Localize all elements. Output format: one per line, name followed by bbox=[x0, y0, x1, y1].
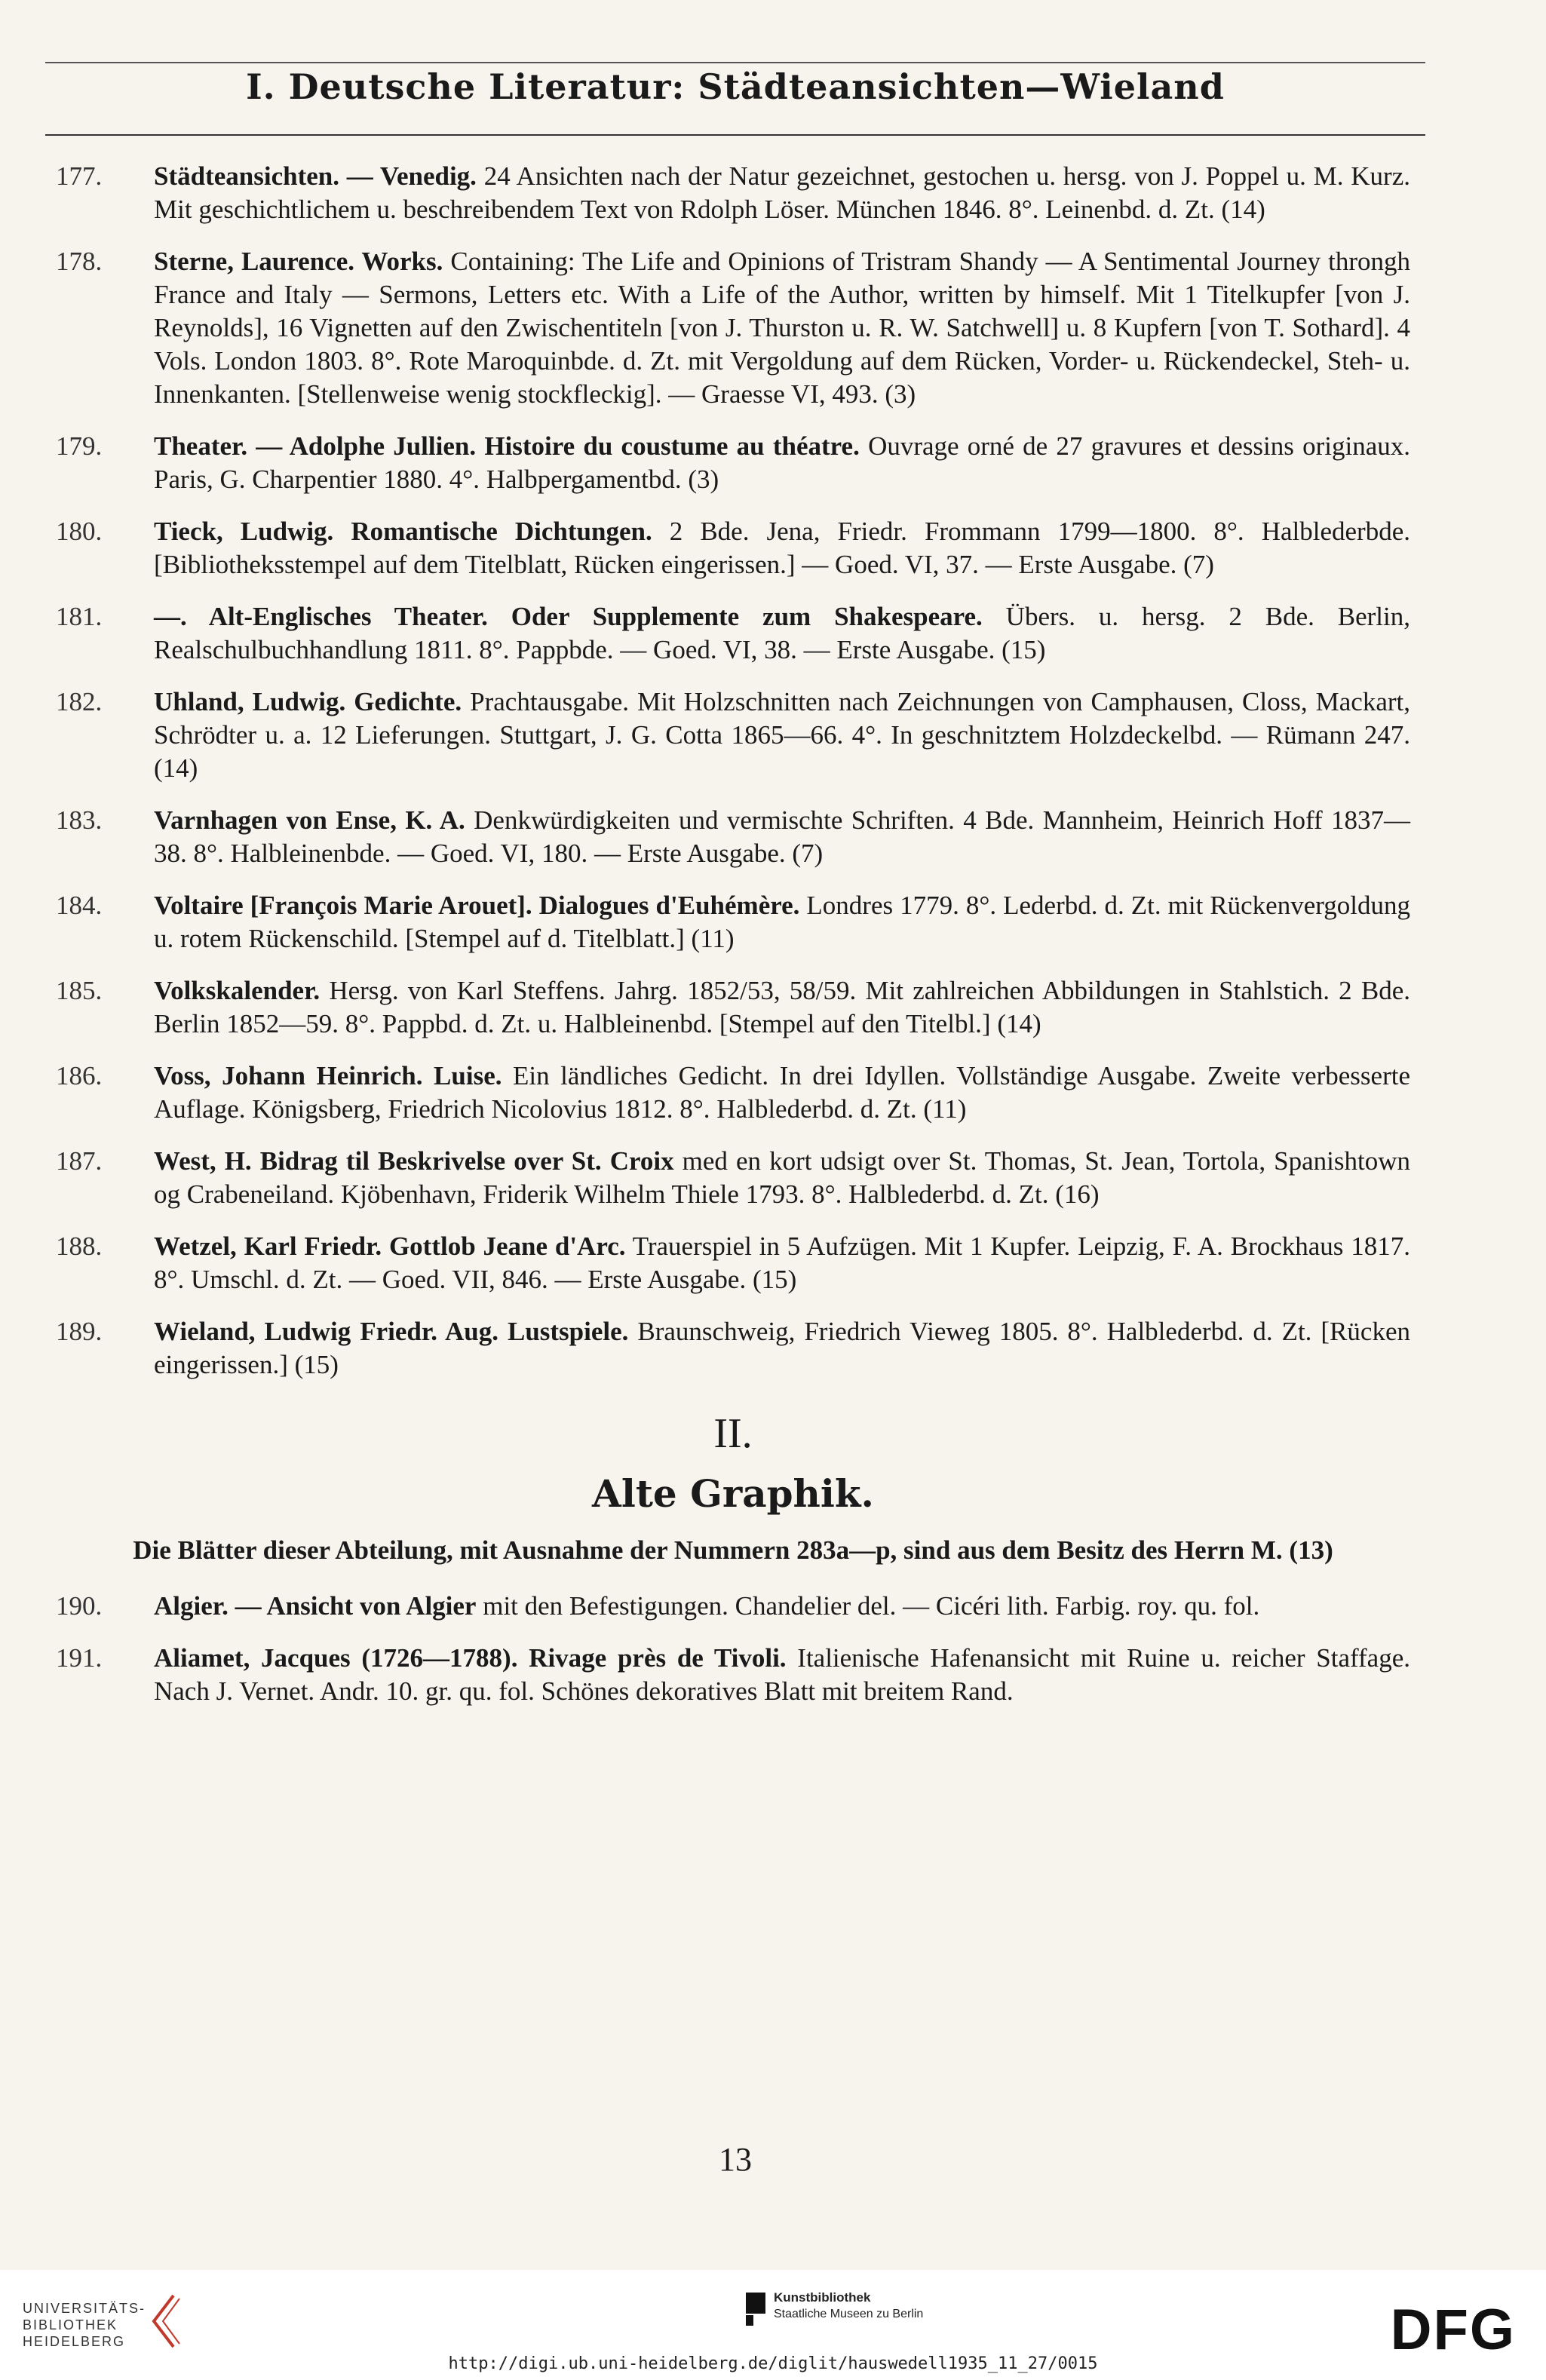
entry-heading: Uhland, Ludwig. Gedichte. bbox=[154, 687, 462, 716]
entry-description: Denkwürdigkeiten und vermischte Schriften. 4 Bde. Mannheim, Heinrich Hoff 1837—38. 8°. Halbleinenbde. — Goed. VI, 180. — Erste Ausgabe. (7) bbox=[154, 805, 1411, 868]
entry-heading: Voltaire [François Marie Arouet]. Dialogues d'Euhémère. bbox=[154, 891, 800, 920]
catalog-entry bbox=[56, 889, 1410, 955]
ub-mark-icon bbox=[143, 2291, 189, 2351]
section-note: Die Blätter dieser Abteilung, mit Ausnahme der Nummern 283a—p, sind aus dem Besitz des Herrn M. (13) bbox=[133, 1535, 1333, 1565]
entry-number: 182. bbox=[56, 687, 103, 716]
catalog-entry bbox=[56, 160, 1410, 226]
catalog-entry bbox=[56, 515, 1410, 581]
entry-number: 180. bbox=[56, 517, 103, 546]
entry-heading: Theater. — Adolphe Jullien. Histoire du coustume au théatre. bbox=[154, 431, 860, 461]
entry-description: Übers. u. hersg. 2 Bde. Berlin, Realschulbuchhandlung 1811. 8°. Pappbde. — Goed. VI, 38. — Erste Ausgabe. (15) bbox=[154, 602, 1411, 664]
entry-description: Hersg. von Karl Steffens. Jahrg. 1852/53, 58/59. Mit zahlreichen Abbildungen in Stahlstich. 2 Bde. Berlin 1852—59. 8°. Pappbd. d. Zt. u. Halbleinenbd. [Stempel auf den Titelbl.] (14) bbox=[154, 976, 1410, 1038]
catalog-entry bbox=[56, 600, 1410, 667]
entry-number: 187. bbox=[56, 1146, 103, 1176]
entry-number: 179. bbox=[56, 431, 103, 461]
entry-heading: Voss, Johann Heinrich. Luise. bbox=[154, 1061, 502, 1090]
page-number: 13 bbox=[719, 2141, 752, 2178]
ub-line-2: BIBLIOTHEK bbox=[23, 2317, 118, 2332]
entry-description: 2 Bde. Jena, Friedr. Frommann 1799—1800. 8°. Halblederbde. [Bibliotheksstempel auf dem Titelblatt, Rücken eingerissen.] — Goed. VI, 37. — Erste Ausgabe. (7) bbox=[154, 517, 1410, 579]
catalog-entry bbox=[56, 1315, 1410, 1382]
entry-heading: West, H. Bidrag til Beskrivelse over St. Croix bbox=[154, 1146, 674, 1176]
entries bbox=[56, 160, 1410, 1727]
entry-heading: Aliamet, Jacques (1726—1788). Rivage près de Tivoli. bbox=[154, 1643, 787, 1673]
catalog-entry bbox=[56, 685, 1410, 785]
kb-subtitle: Staatliche Museen zu Berlin bbox=[774, 2308, 924, 2320]
catalog-entry bbox=[56, 245, 1410, 411]
entry-heading: Wieland, Ludwig Friedr. Aug. Lustspiele. bbox=[154, 1317, 629, 1346]
entry-number: 189. bbox=[56, 1317, 103, 1346]
ub-heidelberg-logo[interactable] bbox=[23, 2300, 146, 2350]
entry-description: Ouvrage orné de 27 gravures et dessins originaux. Paris, G. Charpentier 1880. 4°. Halbpergamentbd. (3) bbox=[154, 431, 1410, 494]
entry-number: 186. bbox=[56, 1061, 103, 1090]
catalog-entry bbox=[56, 1230, 1410, 1296]
running-head: I. Deutsche Literatur: Städteansichten—Wieland bbox=[246, 66, 1225, 107]
entry-description: Containing: The Life and Opinions of Tristram Shandy — A Sentimental Journey throngh France and Italy — Sermons, Letters etc. With a Life of the Author, written by himself. Mit 1 Titelkupfer [von J. Reynolds], 16 Vignetten auf den Zwischentiteln [von J. Thurston u. R. W. Satchwell] u. 8 Kupfern [von T. Sothard]. 4 Vols. London 1803. 8°. Rote Maroquinbde. d. Zt. mit Vergoldung auf dem Rücken, Vorder- u. Rückendeckel, Steh- u. Innenkanten. [Stellenweise wenig stockfleckig]. — Graesse VI, 493. (3) bbox=[154, 247, 1411, 409]
entry-description: Ein ländliches Gedicht. In drei Idyllen. Vollständige Ausgabe. Zweite verbesserte Auflage. Königsberg, Friedrich Nicolovius 1812. 8°. Halblederbd. d. Zt. (11) bbox=[154, 1061, 1410, 1124]
entry-list-literature bbox=[56, 160, 1410, 1382]
kb-title: Kunstbibliothek bbox=[774, 2290, 871, 2305]
entry-number: 183. bbox=[56, 805, 103, 835]
ub-line-3: HEIDELBERG bbox=[23, 2334, 126, 2349]
entry-number: 181. bbox=[56, 602, 103, 631]
entry-description: mit den Befestigungen. Chandelier del. — Cicéri lith. Farbig. roy. qu. fol. bbox=[476, 1591, 1260, 1621]
catalog-entry bbox=[56, 974, 1410, 1041]
entry-heading: Algier. — Ansicht von Algier bbox=[154, 1591, 477, 1621]
dfg-logo[interactable]: DFG bbox=[1390, 2298, 1516, 2362]
entry-list-graphics bbox=[56, 1590, 1410, 1708]
section-number: II. bbox=[713, 1410, 753, 1457]
ub-line-1: UNIVERSITÄTS- bbox=[23, 2301, 146, 2316]
entry-number: 178. bbox=[56, 247, 103, 276]
entry-heading: Volkskalender. bbox=[154, 976, 321, 1005]
entry-description: Trauerspiel in 5 Aufzügen. Mit 1 Kupfer. Leipzig, F. A. Brockhaus 1817. 8°. Umschl. d. Zt. — Goed. VII, 846. — Erste Ausgabe. (15) bbox=[154, 1231, 1411, 1294]
entry-heading: —. Alt-Englisches Theater. Oder Supplemente zum Shakespeare. bbox=[154, 602, 983, 631]
entry-description: Braunschweig, Friedrich Vieweg 1805. 8°. Halblederbd. d. Zt. [Rücken eingerissen.] (15) bbox=[154, 1317, 1410, 1379]
catalog-entry bbox=[56, 1060, 1410, 1126]
header-rule bbox=[45, 134, 1425, 136]
catalog-entry bbox=[56, 1642, 1410, 1708]
entry-number: 191. bbox=[56, 1643, 103, 1673]
catalog-entry bbox=[56, 804, 1410, 870]
entry-heading: Varnhagen von Ense, K. A. bbox=[154, 805, 465, 835]
entry-description: Italienische Hafenansicht mit Ruine u. reicher Staffage. Nach J. Vernet. Andr. 10. gr. qu. fol. Schönes dekoratives Blatt mit breitem Rand. bbox=[154, 1643, 1410, 1706]
kunstbibliothek-logo[interactable] bbox=[774, 2290, 923, 2323]
catalog-entry bbox=[56, 1590, 1410, 1623]
entry-number: 185. bbox=[56, 976, 103, 1005]
entry-heading: Wetzel, Karl Friedr. Gottlob Jeane d'Arc. bbox=[154, 1231, 626, 1261]
entry-description: Londres 1779. 8°. Lederbd. d. Zt. mit Rückenvergoldung u. rotem Rückenschild. [Stempel auf d. Titelblatt.] (11) bbox=[154, 891, 1411, 953]
digitization-footer bbox=[0, 2270, 1546, 2380]
entry-number: 190. bbox=[56, 1591, 103, 1621]
entry-description: Prachtausgabe. Mit Holzschnitten nach Zeichnungen von Camphausen, Closs, Mackart, Schrödter u. a. 12 Lieferungen. Stuttgart, J. G. Cotta 1865—66. 4°. In geschnitztem Holzdeckelbd. — Rümann 247. (14) bbox=[154, 687, 1410, 783]
entry-description: 24 Ansichten nach der Natur gezeichnet, gestochen u. hersg. von J. Poppel u. M. Kurz. Mit geschichtlichem u. beschreibendem Text von Rdolph Löser. München 1846. 8°. Leinenbd. d. Zt. (14) bbox=[154, 161, 1410, 224]
entry-heading: Tieck, Ludwig. Romantische Dichtungen. bbox=[154, 517, 652, 546]
kunstbibliothek-icon bbox=[743, 2290, 768, 2327]
entry-number: 188. bbox=[56, 1231, 103, 1261]
catalog-entry bbox=[56, 1145, 1410, 1211]
entry-description: med en kort udsigt over St. Thomas, St. Jean, Tortola, Spanishtown og Crabeneiland. Kjöbenhavn, Friderik Wilhelm Thiele 1793. 8°. Halblederbd. d. Zt. (16) bbox=[154, 1146, 1410, 1209]
catalog-entry bbox=[56, 430, 1410, 496]
entry-heading: Städteansichten. — Venedig. bbox=[154, 161, 477, 191]
entry-number: 177. bbox=[56, 161, 103, 191]
permalink-url[interactable]: http://digi.ub.uni-heidelberg.de/diglit/hauswedell1935_11_27/0015 bbox=[448, 2354, 1098, 2373]
top-rule bbox=[45, 62, 1425, 63]
entry-heading: Sterne, Laurence. Works. bbox=[154, 247, 443, 276]
section-title: Alte Graphik. bbox=[592, 1471, 874, 1516]
entry-number: 184. bbox=[56, 891, 103, 920]
